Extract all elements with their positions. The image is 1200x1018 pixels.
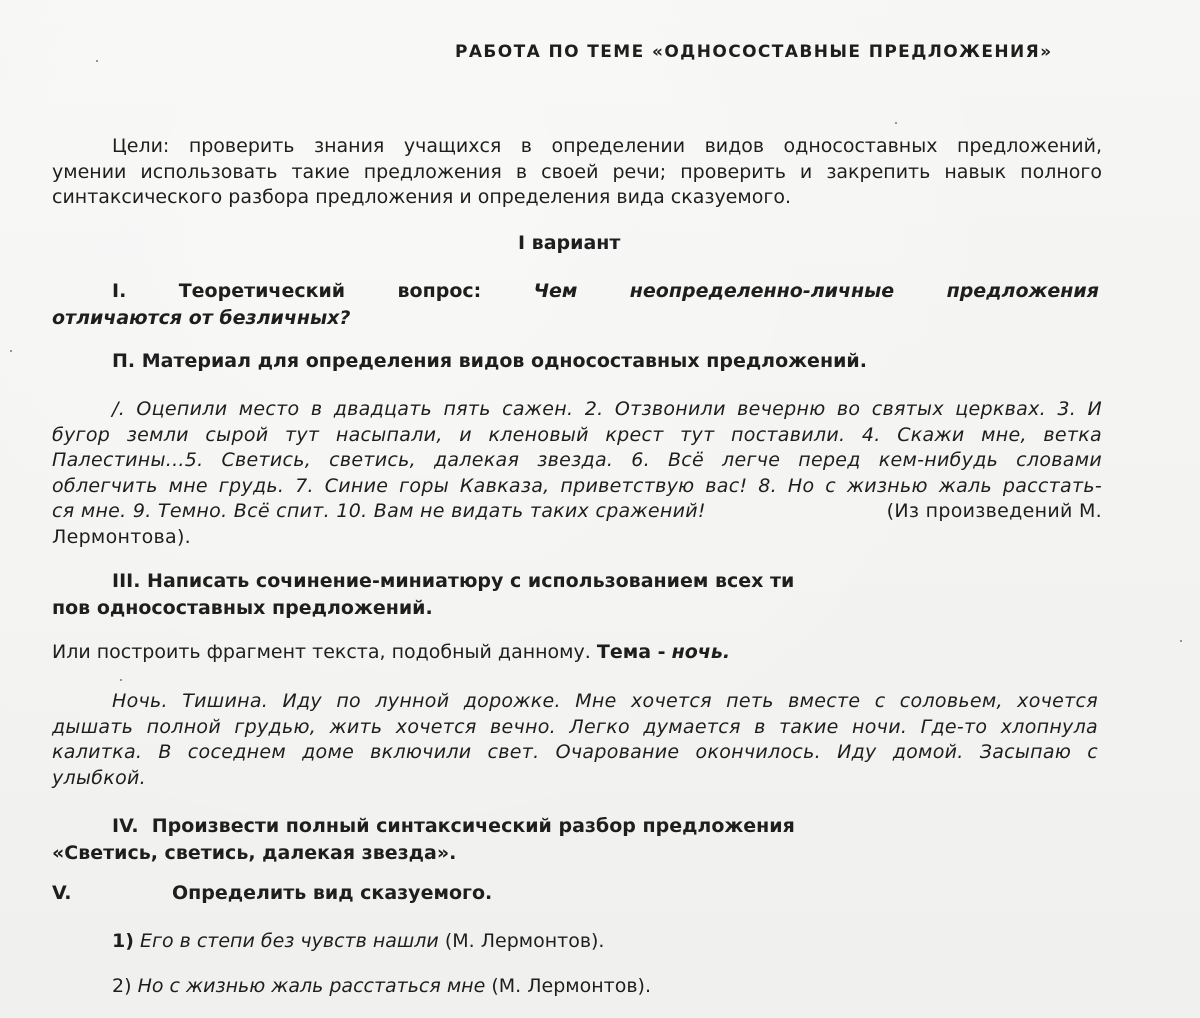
- task-1-label: вопрос:: [397, 280, 482, 302]
- goals-line: умении использовать такие предложения в своей речи; проверить и закрепить навык полного: [52, 160, 1102, 183]
- task-4-line: IV. Произвести полный синтаксический разбор предложения: [112, 815, 795, 837]
- task-1-number: I.: [112, 280, 127, 302]
- night-line: Ночь. Тишина. Иду по лунной дорожке. Мне хочется петь вместе с соловьем, хочется: [112, 690, 1098, 712]
- task-2-heading: П. Материал для определения видов односоставных предложений.: [112, 350, 867, 372]
- scan-speck: [1180, 640, 1182, 642]
- night-line: улыбкой.: [52, 766, 146, 789]
- task-1-label: Теоретический: [178, 280, 346, 302]
- scan-speck: [895, 122, 897, 124]
- task-1-question-word: предложения: [946, 280, 1099, 302]
- task-5-label: Определить вид сказуемого.: [172, 882, 493, 904]
- task-3: [52, 568, 794, 622]
- example-number: 1): [112, 930, 134, 952]
- alternative-task: [52, 641, 730, 663]
- material-line: Палестины...5. Светись, светись, далекая звезда. 6. Всё легче перед кем-нибудь словами: [52, 449, 1102, 471]
- task-3-line: пов односоставных предложений.: [52, 597, 433, 619]
- night-line: дышать полной грудью, жить хочется вечно. Легко думается в такие ночи. Где-то хлопнула: [52, 715, 1098, 738]
- task-1-question-word: неопределенно-личные: [629, 280, 895, 302]
- task-1-question-word: Чем: [533, 280, 578, 302]
- task-3-line: III. Написать сочинение-миниатюру с использованием всех ти: [112, 570, 795, 592]
- task-1: [52, 278, 1099, 332]
- example-2: [112, 975, 651, 997]
- alternative-text: Или построить фрагмент текста, подобный данному.: [52, 641, 591, 663]
- material-text: ся мне. 9. Темно. Всё спит. 10. Вам не видать таких сражений!: [52, 500, 706, 522]
- task-5-number: V.: [52, 882, 72, 904]
- example-text: Его в степи без чувств нашли: [139, 930, 439, 952]
- task-1-question-end: отличаются от безличных?: [52, 307, 351, 329]
- example-number: 2): [112, 975, 132, 997]
- task-4: [52, 813, 795, 867]
- page-title: РАБОТА ПО ТЕМЕ «ОДНОСОСТАВНЫЕ ПРЕДЛОЖЕНИЯ»: [455, 42, 1053, 62]
- example-source: (М. Лермонтов).: [444, 930, 605, 952]
- material-line: /. Оцепили место в двадцать пять сажен. 2. Отзвонили вечерню во святых церквах. 3. И: [112, 398, 1102, 420]
- task-2-material: [52, 397, 1102, 550]
- theme-value: ночь.: [671, 641, 731, 663]
- material-source: (Из произведений М.: [886, 500, 1102, 522]
- task-4-line: «Светись, светись, далекая звезда».: [52, 842, 457, 864]
- goals-line: Цели: проверить знания учащихся в определении видов односоставных предложений,: [112, 135, 1102, 157]
- example-text: Но с жизнью жаль расстаться мне: [137, 975, 486, 997]
- goals-paragraph: [52, 134, 1102, 211]
- material-line: бугор земли сырой тут насыпали, и кленовый крест тут поставили. 4. Скажи мне, ветка: [52, 423, 1102, 446]
- night-line: калитка. В соседнем доме включили свет. Очарование окончилось. Иду домой. Засыпаю с: [52, 741, 1098, 763]
- material-line: [52, 499, 1102, 525]
- material-line: облегчить мне грудь. 7. Синие горы Кавказа, приветствую вас! 8. Но с жизнью жаль расстать-: [52, 474, 1102, 497]
- goals-line: синтаксического разбора предложения и определения вида сказуемого.: [52, 186, 791, 208]
- night-text: [52, 689, 1098, 791]
- example-1: [112, 930, 604, 952]
- material-source-end: Лермонтова).: [52, 525, 192, 548]
- task-5: [52, 882, 493, 904]
- scan-speck: [10, 350, 12, 352]
- scan-speck: [96, 60, 98, 62]
- task-1-line: [52, 278, 1099, 305]
- theme-label: Тема -: [596, 641, 666, 663]
- variant-heading: I вариант: [518, 232, 621, 254]
- example-source: (М. Лермонтов).: [491, 975, 651, 997]
- scan-speck: [120, 679, 122, 681]
